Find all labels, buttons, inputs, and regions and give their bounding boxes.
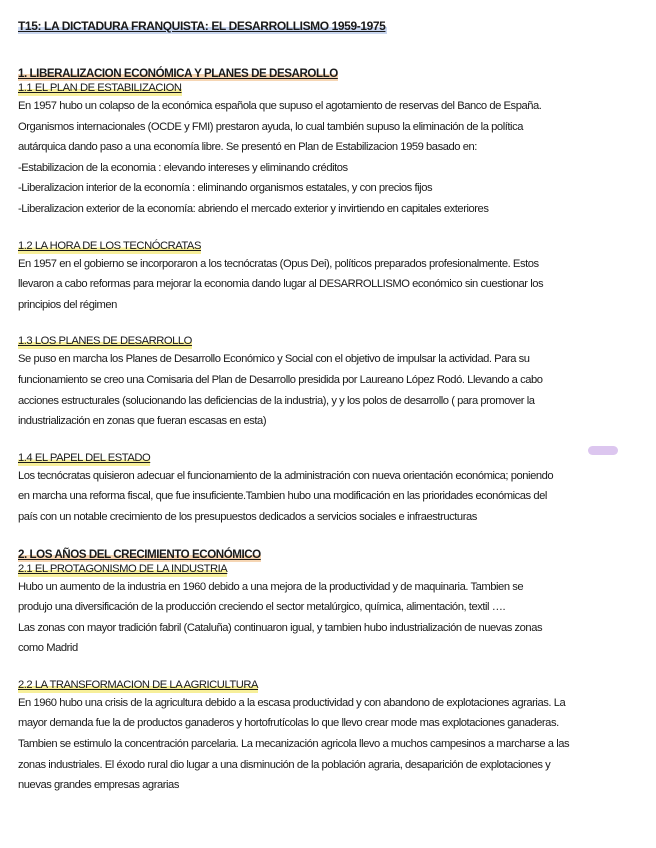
paragraph-line: autárquica dando paso a una economía libre. Se presentó en Plan de Estabilizacion 1959 basado en: <box>18 141 477 154</box>
paragraph-line: produjo una diversificación de la producción creciendo el sector metalúrgico, química, alimentación, textil …. <box>18 601 506 614</box>
subsection-2-2 <box>18 678 644 796</box>
paragraph-line: llevaron a cabo reformas para mejorar la economia dando lugar al DESARROLLISMO económico sin cuestionar los <box>18 278 544 291</box>
subsection-2-1 <box>18 562 644 659</box>
paragraph-line: mayor demanda fue la de productos ganaderos y hortofrutícolas lo que llevo crear mode mas explotaciones ganaderas. <box>18 717 559 730</box>
section-1 <box>18 66 644 528</box>
paragraph-line: En 1957 en el gobierno se incorporaron a los tecnócratas (Opus Dei), políticos preparados profesionalmente. Estos <box>18 257 539 270</box>
document-page <box>18 18 644 815</box>
paragraph-line: industrialización en zonas que fueran escasas en esta) <box>18 415 267 428</box>
paragraph-line: Se puso en marcha los Planes de Desarrollo Económico y Social con el objetivo de impulsar la actividad. Para su <box>18 353 530 366</box>
paragraph-line: como Madrid <box>18 642 78 655</box>
paragraph-line: -Estabilizacion de la economia : elevando intereses y eliminando créditos <box>18 161 348 174</box>
paragraph-line: Tambien se estimulo la concentración parcelaria. La mecanización agricola llevo a muchos campesinos a marcharse a las <box>18 738 570 751</box>
subsection-heading: 2.1 EL PROTAGONISMO DE LA INDUSTRIA <box>18 562 228 575</box>
paragraph-line: En 1957 hubo un colapso de la económica española que supuso el agotamiento de reservas del Banco de España. <box>18 100 542 112</box>
subsection-1-2 <box>18 239 644 316</box>
subsection-heading: 1.3 LOS PLANES DE DESARROLLO <box>18 335 192 348</box>
highlighter-mark <box>588 446 618 455</box>
subsection-1-3 <box>18 334 644 431</box>
subsection-1-1 <box>18 81 644 220</box>
paragraph-line: nuevas grandes empresas agrarias <box>18 779 179 792</box>
section-heading: 2. LOS AÑOS DEL CRECIMIENTO ECONÓMICO <box>18 547 261 561</box>
subsection-heading: 1.1 EL PLAN DE ESTABILIZACION <box>18 82 182 94</box>
paragraph-line: -Liberalizacion interior de la economía : eliminando organismos estatales, y con precios fijos <box>18 182 433 195</box>
paragraph-line: funcionamiento se creo una Comisaria del Plan de Desarrollo presidida por Laureano López Rodó. Llevando a cabo <box>18 373 543 386</box>
subsection-heading: 1.2 LA HORA DE LOS TECNÓCRATAS <box>18 239 201 252</box>
paragraph-line: Las zonas con mayor tradición fabril (Cataluña) continuaron igual, y tambien hubo industrialización de nuevas zonas <box>18 621 543 634</box>
subsection-heading: 2.2 LA TRANSFORMACION DE LA AGRICULTURA <box>18 678 259 691</box>
paragraph-line: país con un notable crecimiento de los presupuestos dedicados a servicios sociales e infraestructuras <box>18 510 477 523</box>
paragraph-line: principios del régimen <box>18 298 117 311</box>
paragraph-line: en marcha una reforma fiscal, que fue insuficiente.Tambien hubo una modificación en las prioridades económicas del <box>18 490 547 503</box>
document-title: T15: LA DICTADURA FRANQUISTA: EL DESARROLLISMO 1959-1975 <box>18 19 386 33</box>
paragraph-line: Hubo un aumento de la industria en 1960 debido a una mejora de la productividad y de maquinaria. Tambien se <box>18 580 524 593</box>
paragraph-line: acciones estructurales (solucionando las deficiencias de la industria), y y los polos de desarrollo ( para promover la <box>18 394 535 407</box>
section-heading: 1. LIBERALIZACION ECONÓMICA Y PLANES DE DESAROLLO <box>18 67 338 80</box>
subsection-1-4 <box>18 451 644 528</box>
paragraph-line: Los tecnócratas quisieron adecuar el funcionamiento de la administración con nueva orientación económica; poniendo <box>18 469 554 482</box>
paragraph-line: -Liberalizacion exterior de la economía: abriendo el mercado exterior y invirtiendo en capitales exteriores <box>18 202 489 215</box>
paragraph-line: zonas industriales. El éxodo rural dio lugar a una disminución de la población agraria, desaparición de explotaciones y <box>18 758 551 771</box>
section-2 <box>18 547 644 796</box>
subsection-heading: 1.4 EL PAPEL DEL ESTADO <box>18 451 151 464</box>
paragraph-line: Organismos internacionales (OCDE y FMI) prestaron ayuda, lo cual también supuso la eliminación de la política <box>18 120 523 133</box>
paragraph-line: En 1960 hubo una crisis de la agricultura debido a la escasa productividad y con abandono de explotaciones agrarias. La <box>18 696 566 709</box>
